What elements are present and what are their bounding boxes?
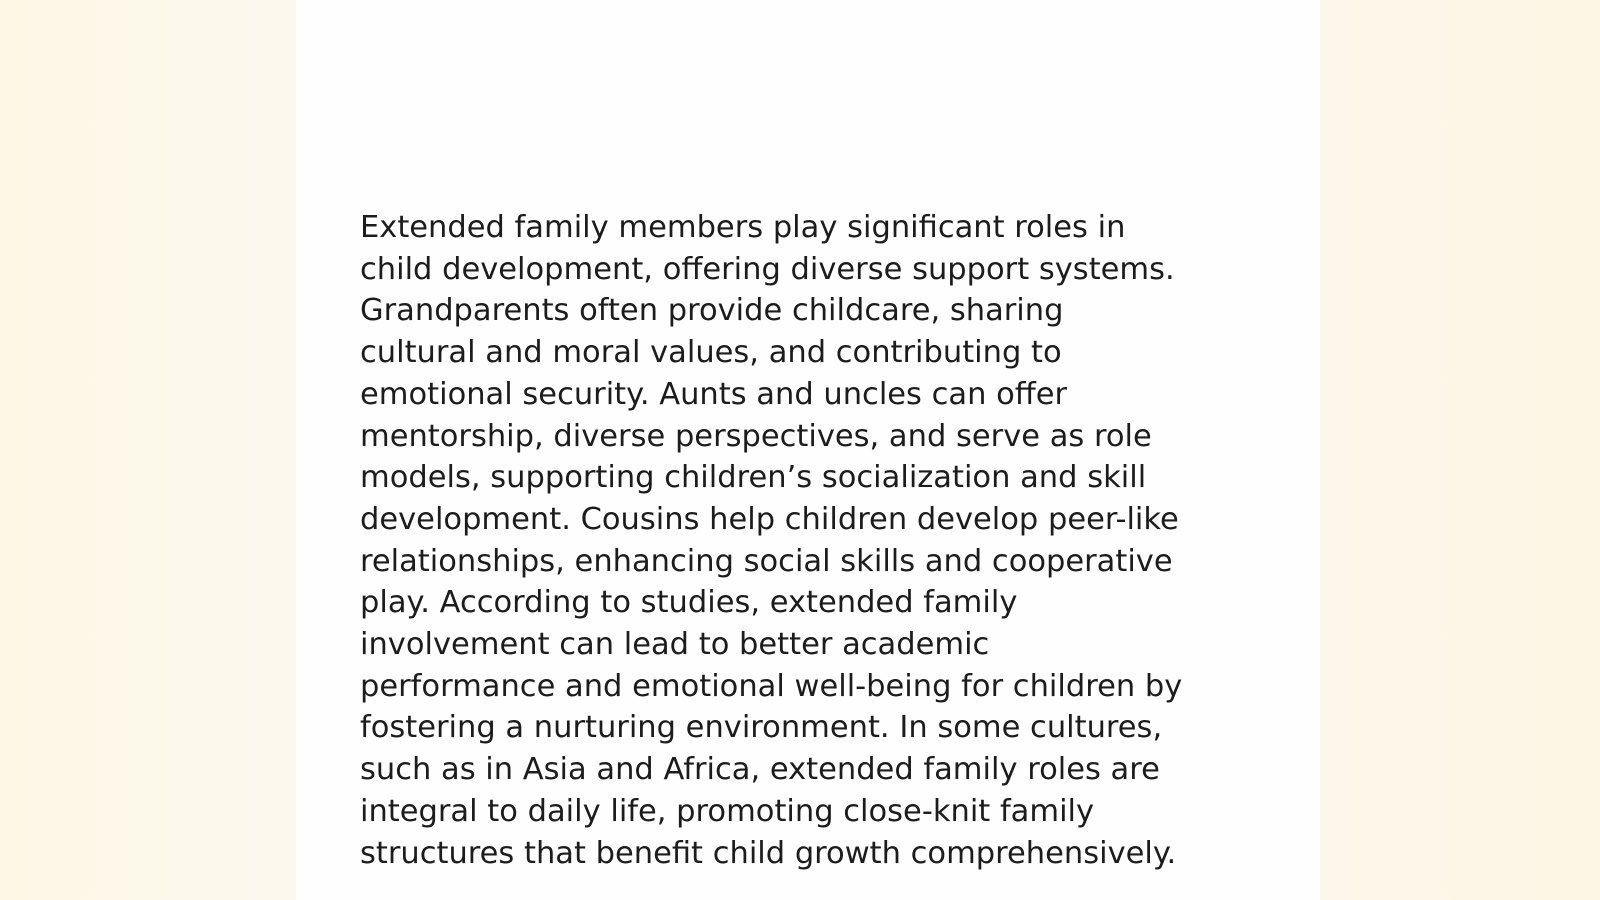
paragraph-line: such as in Asia and Africa, extended family roles are: [360, 752, 1160, 788]
body-paragraph: [360, 207, 1260, 874]
paragraph-line: structures that benefit child growth comprehensively.: [360, 835, 1177, 871]
document-page: [296, 0, 1320, 900]
paragraph-line: Grandparents often provide childcare, sharing: [360, 293, 1064, 329]
paragraph-line: integral to daily life, promoting close-knit family: [360, 793, 1095, 829]
paragraph-line: involvement can lead to better academic: [360, 627, 990, 663]
paragraph-line: development. Cousins help children develop peer-like: [360, 501, 1179, 537]
paragraph-line: mentorship, diverse perspectives, and serve as role: [360, 418, 1152, 454]
paragraph-line: play. According to studies, extended family: [360, 585, 1018, 621]
paragraph-line: models, supporting children’s socialization and skill: [360, 460, 1147, 496]
paragraph-line: Extended family members play significant roles in: [360, 210, 1126, 245]
paragraph-line: child development, offering diverse support systems.: [360, 251, 1175, 287]
paragraph-line: cultural and moral values, and contributing to: [360, 335, 1062, 371]
paragraph-line: fostering a nurturing environment. In some cultures,: [360, 710, 1163, 746]
paragraph-line: emotional security. Aunts and uncles can offer: [360, 376, 1068, 412]
paragraph-line: relationships, enhancing social skills and cooperative: [360, 543, 1173, 579]
paragraph-line: performance and emotional well-being for children by: [360, 668, 1183, 704]
